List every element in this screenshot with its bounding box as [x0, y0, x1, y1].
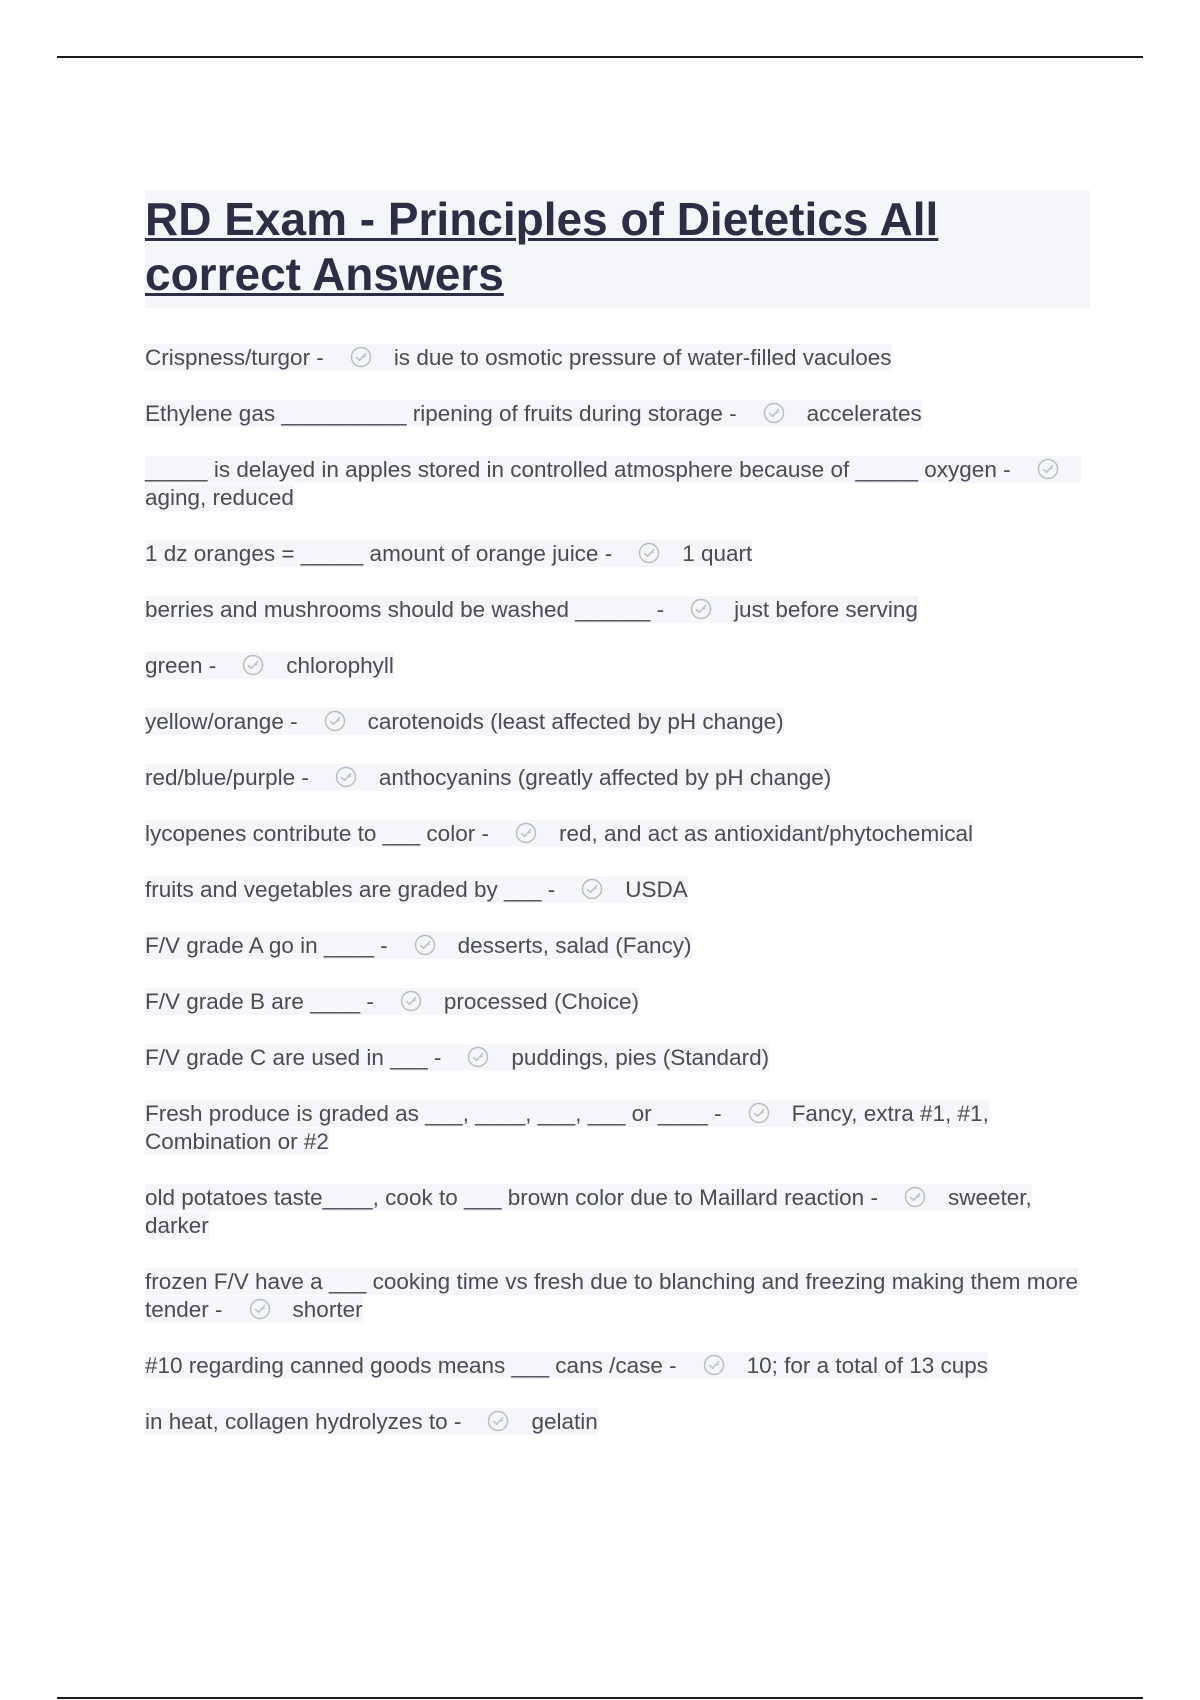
qa-item-text: [145, 540, 752, 567]
check-circle-icon: [350, 346, 372, 368]
answer-text: shorter: [292, 1297, 363, 1322]
qa-item: [145, 344, 1090, 372]
answer-text: puddings, pies (Standard): [511, 1045, 770, 1070]
qa-item-text: [145, 820, 973, 847]
question-text: 1 dz oranges = _____ amount of orange juice -: [145, 541, 613, 566]
check-circle-icon: [703, 1354, 725, 1376]
check-circle-icon: [1037, 458, 1059, 480]
check-circle-icon: [515, 822, 537, 844]
check-circle-icon: [249, 1298, 271, 1320]
qa-item: [145, 876, 1090, 904]
qa-item-text: [145, 764, 831, 791]
answer-text: processed (Choice): [443, 989, 639, 1014]
qa-item-text: [145, 596, 918, 623]
answer-text: red, and act as antioxidant/phytochemical: [558, 821, 973, 846]
question-text: F/V grade B are ____ -: [145, 989, 374, 1014]
document-title: RD Exam - Principles of Dietetics All correct Answers: [145, 193, 939, 300]
qa-item: [145, 540, 1090, 568]
qa-item-text: [145, 652, 394, 679]
question-text: red/blue/purple -: [145, 765, 309, 790]
answer-text: carotenoids (least affected by pH change): [367, 709, 784, 734]
question-text: berries and mushrooms should be washed ______ -: [145, 597, 665, 622]
question-text: green -: [145, 653, 217, 678]
qa-item: [145, 988, 1090, 1016]
question-text: #10 regarding canned goods means ___ cans /case -: [145, 1353, 677, 1378]
check-circle-icon: [414, 934, 436, 956]
qa-item: [145, 820, 1090, 848]
qa-item-text: [145, 1044, 769, 1071]
question-text: lycopenes contribute to ___ color -: [145, 821, 489, 846]
question-text: Fresh produce is graded as ___, ____, ___, ___ or ____ -: [145, 1101, 722, 1126]
qa-item-text: [145, 988, 639, 1015]
qa-item-text: [145, 1352, 988, 1379]
answer-text: is due to osmotic pressure of water-filled vaculoes: [393, 345, 892, 370]
check-circle-icon: [324, 710, 346, 732]
header-rule: [57, 56, 1143, 58]
answer-text: just before serving: [734, 597, 918, 622]
answer-text: anthocyanins (greatly affected by pH change): [378, 765, 832, 790]
answer-text: aging, reduced: [145, 485, 294, 510]
check-circle-icon: [335, 766, 357, 788]
check-circle-icon: [638, 542, 660, 564]
qa-item-text: [145, 456, 1081, 511]
qa-item-text: [145, 1100, 989, 1155]
qa-item-text: [145, 1184, 1032, 1239]
qa-item-text: [145, 876, 688, 903]
qa-item-text: [145, 1408, 598, 1435]
qa-item: [145, 456, 1090, 512]
answer-text: 1 quart: [682, 541, 753, 566]
qa-item: [145, 400, 1090, 428]
qa-list: [145, 344, 1090, 1436]
document-body: [145, 190, 1090, 1464]
answer-text: accelerates: [806, 401, 922, 426]
question-text: fruits and vegetables are graded by ___ -: [145, 877, 556, 902]
question-text: F/V grade C are used in ___ -: [145, 1045, 442, 1070]
qa-item-text: [145, 932, 692, 959]
qa-item: [145, 652, 1090, 680]
qa-item: [145, 1044, 1090, 1072]
question-text: frozen F/V have a ___ cooking time vs fresh due to blanching and freezing making them more tender -: [145, 1269, 1079, 1322]
question-text: old potatoes taste____, cook to ___ brown color due to Maillard reaction -: [145, 1185, 878, 1210]
check-circle-icon: [763, 402, 785, 424]
qa-item: [145, 764, 1090, 792]
qa-item: [145, 1408, 1090, 1436]
answer-text: desserts, salad (Fancy): [457, 933, 692, 958]
question-text: _____ is delayed in apples stored in controlled atmosphere because of _____ oxygen -: [145, 457, 1011, 482]
qa-item: [145, 932, 1090, 960]
answer-text: Fancy, extra #1, #1, Combination or #2: [145, 1101, 989, 1154]
check-circle-icon: [400, 990, 422, 1012]
check-circle-icon: [748, 1102, 770, 1124]
question-text: Crispness/turgor -: [145, 345, 324, 370]
title-block: [145, 190, 1090, 308]
check-circle-icon: [242, 654, 264, 676]
answer-text: chlorophyll: [286, 653, 394, 678]
qa-item-text: [145, 708, 784, 735]
answer-text: USDA: [625, 877, 688, 902]
footer-rule: [57, 1697, 1143, 1699]
check-circle-icon: [487, 1410, 509, 1432]
answer-text: gelatin: [531, 1409, 598, 1434]
answer-text: sweeter, darker: [145, 1185, 1032, 1238]
qa-item: [145, 1184, 1090, 1240]
qa-item: [145, 596, 1090, 624]
question-text: yellow/orange -: [145, 709, 298, 734]
check-circle-icon: [581, 878, 603, 900]
check-circle-icon: [467, 1046, 489, 1068]
qa-item-text: [145, 344, 892, 371]
qa-item-text: [145, 1268, 1078, 1323]
check-circle-icon: [690, 598, 712, 620]
qa-item: [145, 1100, 1090, 1156]
qa-item: [145, 708, 1090, 736]
qa-item: [145, 1352, 1090, 1380]
qa-item: [145, 1268, 1090, 1324]
answer-text: 10; for a total of 13 cups: [746, 1353, 989, 1378]
question-text: in heat, collagen hydrolyzes to -: [145, 1409, 462, 1434]
qa-item-text: [145, 400, 922, 427]
question-text: F/V grade A go in ____ -: [145, 933, 388, 958]
check-circle-icon: [904, 1186, 926, 1208]
question-text: Ethylene gas __________ ripening of fruits during storage -: [145, 401, 737, 426]
